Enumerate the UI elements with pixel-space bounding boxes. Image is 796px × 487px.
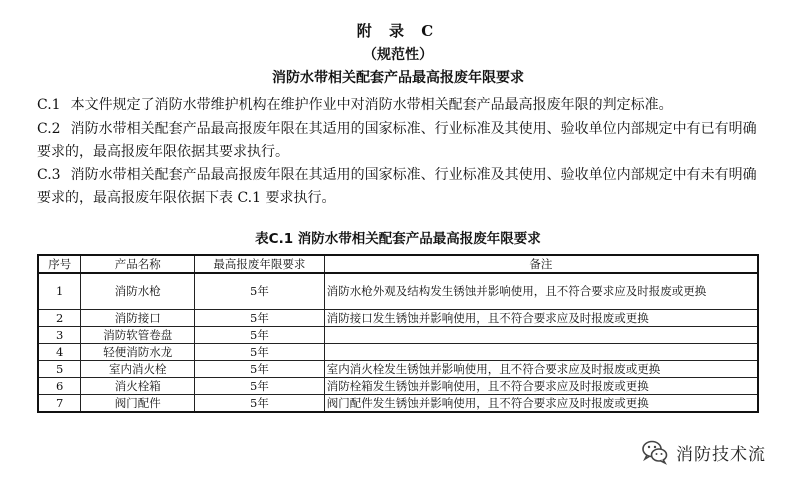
table-row bbox=[38, 309, 758, 326]
cell-years: 5年 bbox=[195, 377, 325, 394]
header-remark: 备注 bbox=[324, 255, 758, 273]
cell-remark: 消防栓箱发生锈蚀并影响使用，且不符合要求应及时报废或更换 bbox=[324, 377, 758, 394]
retirement-table bbox=[37, 254, 759, 413]
header-no: 序号 bbox=[38, 255, 81, 273]
cell-remark: 室内消火栓发生锈蚀并影响使用，且不符合要求应及时报废或更换 bbox=[324, 360, 758, 377]
table-row bbox=[38, 377, 758, 394]
cell-years: 5年 bbox=[195, 360, 325, 377]
cell-remark bbox=[324, 326, 758, 343]
table-row bbox=[38, 326, 758, 343]
cell-no: 2 bbox=[38, 309, 81, 326]
header-years: 最高报废年限要求 bbox=[195, 255, 325, 273]
cell-no: 1 bbox=[38, 273, 81, 309]
table-row bbox=[38, 360, 758, 377]
cell-years: 5年 bbox=[195, 394, 325, 412]
normative-label: （规范性） bbox=[363, 47, 433, 63]
cell-years: 5年 bbox=[195, 343, 325, 360]
wechat-icon bbox=[640, 437, 670, 467]
table-row bbox=[38, 273, 758, 309]
cell-no: 5 bbox=[38, 360, 81, 377]
cell-no: 6 bbox=[38, 377, 81, 394]
cell-years: 5年 bbox=[195, 326, 325, 343]
cell-no: 3 bbox=[38, 326, 81, 343]
cell-product: 室内消火栓 bbox=[81, 360, 195, 377]
cell-no: 7 bbox=[38, 394, 81, 412]
cell-no: 4 bbox=[38, 343, 81, 360]
cell-product: 消防水枪 bbox=[81, 273, 195, 309]
cell-product: 阀门配件 bbox=[81, 394, 195, 412]
watermark-logo bbox=[640, 437, 766, 467]
paragraph-number: C.3 bbox=[37, 167, 61, 183]
watermark-text: 消防技术流 bbox=[676, 444, 766, 465]
cell-years: 5年 bbox=[195, 273, 325, 309]
paragraph-c1 bbox=[37, 94, 767, 117]
table-row bbox=[38, 343, 758, 360]
cell-years: 5年 bbox=[195, 309, 325, 326]
paragraph-c2 bbox=[37, 118, 767, 164]
table-row bbox=[38, 394, 758, 412]
cell-remark: 消防接口发生锈蚀并影响使用，且不符合要求应及时报废或更换 bbox=[324, 309, 758, 326]
cell-remark: 消防水枪外观及结构发生锈蚀并影响使用，且不符合要求应及时报废或更换 bbox=[324, 273, 758, 309]
table-title: 表C.1 消防水带相关配套产品最高报废年限要求 bbox=[255, 231, 541, 247]
paragraph-number: C.2 bbox=[37, 121, 61, 137]
cell-product: 消防软管卷盘 bbox=[81, 326, 195, 343]
header-product: 产品名称 bbox=[81, 255, 195, 273]
cell-product: 消防接口 bbox=[81, 309, 195, 326]
cell-remark bbox=[324, 343, 758, 360]
appendix-title: 消防水带相关配套产品最高报废年限要求 bbox=[272, 70, 524, 86]
cell-product: 消火栓箱 bbox=[81, 377, 195, 394]
cell-product: 轻便消防水龙 bbox=[81, 343, 195, 360]
appendix-heading: 附 录 C bbox=[356, 22, 440, 40]
paragraph-text: 消防水带相关配套产品最高报废年限在其适用的国家标准、行业标准及其使用、验收单位内部规定中有已有明确要求的，最高报废年限依据其要求执行。 bbox=[37, 121, 757, 160]
paragraph-c3 bbox=[37, 164, 767, 210]
paragraph-text: 本文件规定了消防水带维护机构在维护作业中对消防水带相关配套产品最高报废年限的判定标准。 bbox=[70, 97, 673, 113]
cell-remark: 阀门配件发生锈蚀并影响使用，且不符合要求应及时报废或更换 bbox=[324, 394, 758, 412]
paragraph-number: C.1 bbox=[37, 97, 61, 113]
paragraph-text: 消防水带相关配套产品最高报废年限在其适用的国家标准、行业标准及其使用、验收单位内部规定中有未有明确要求的，最高报废年限依据下表 C.1 要求执行。 bbox=[37, 167, 757, 206]
table-header-row bbox=[38, 255, 758, 273]
